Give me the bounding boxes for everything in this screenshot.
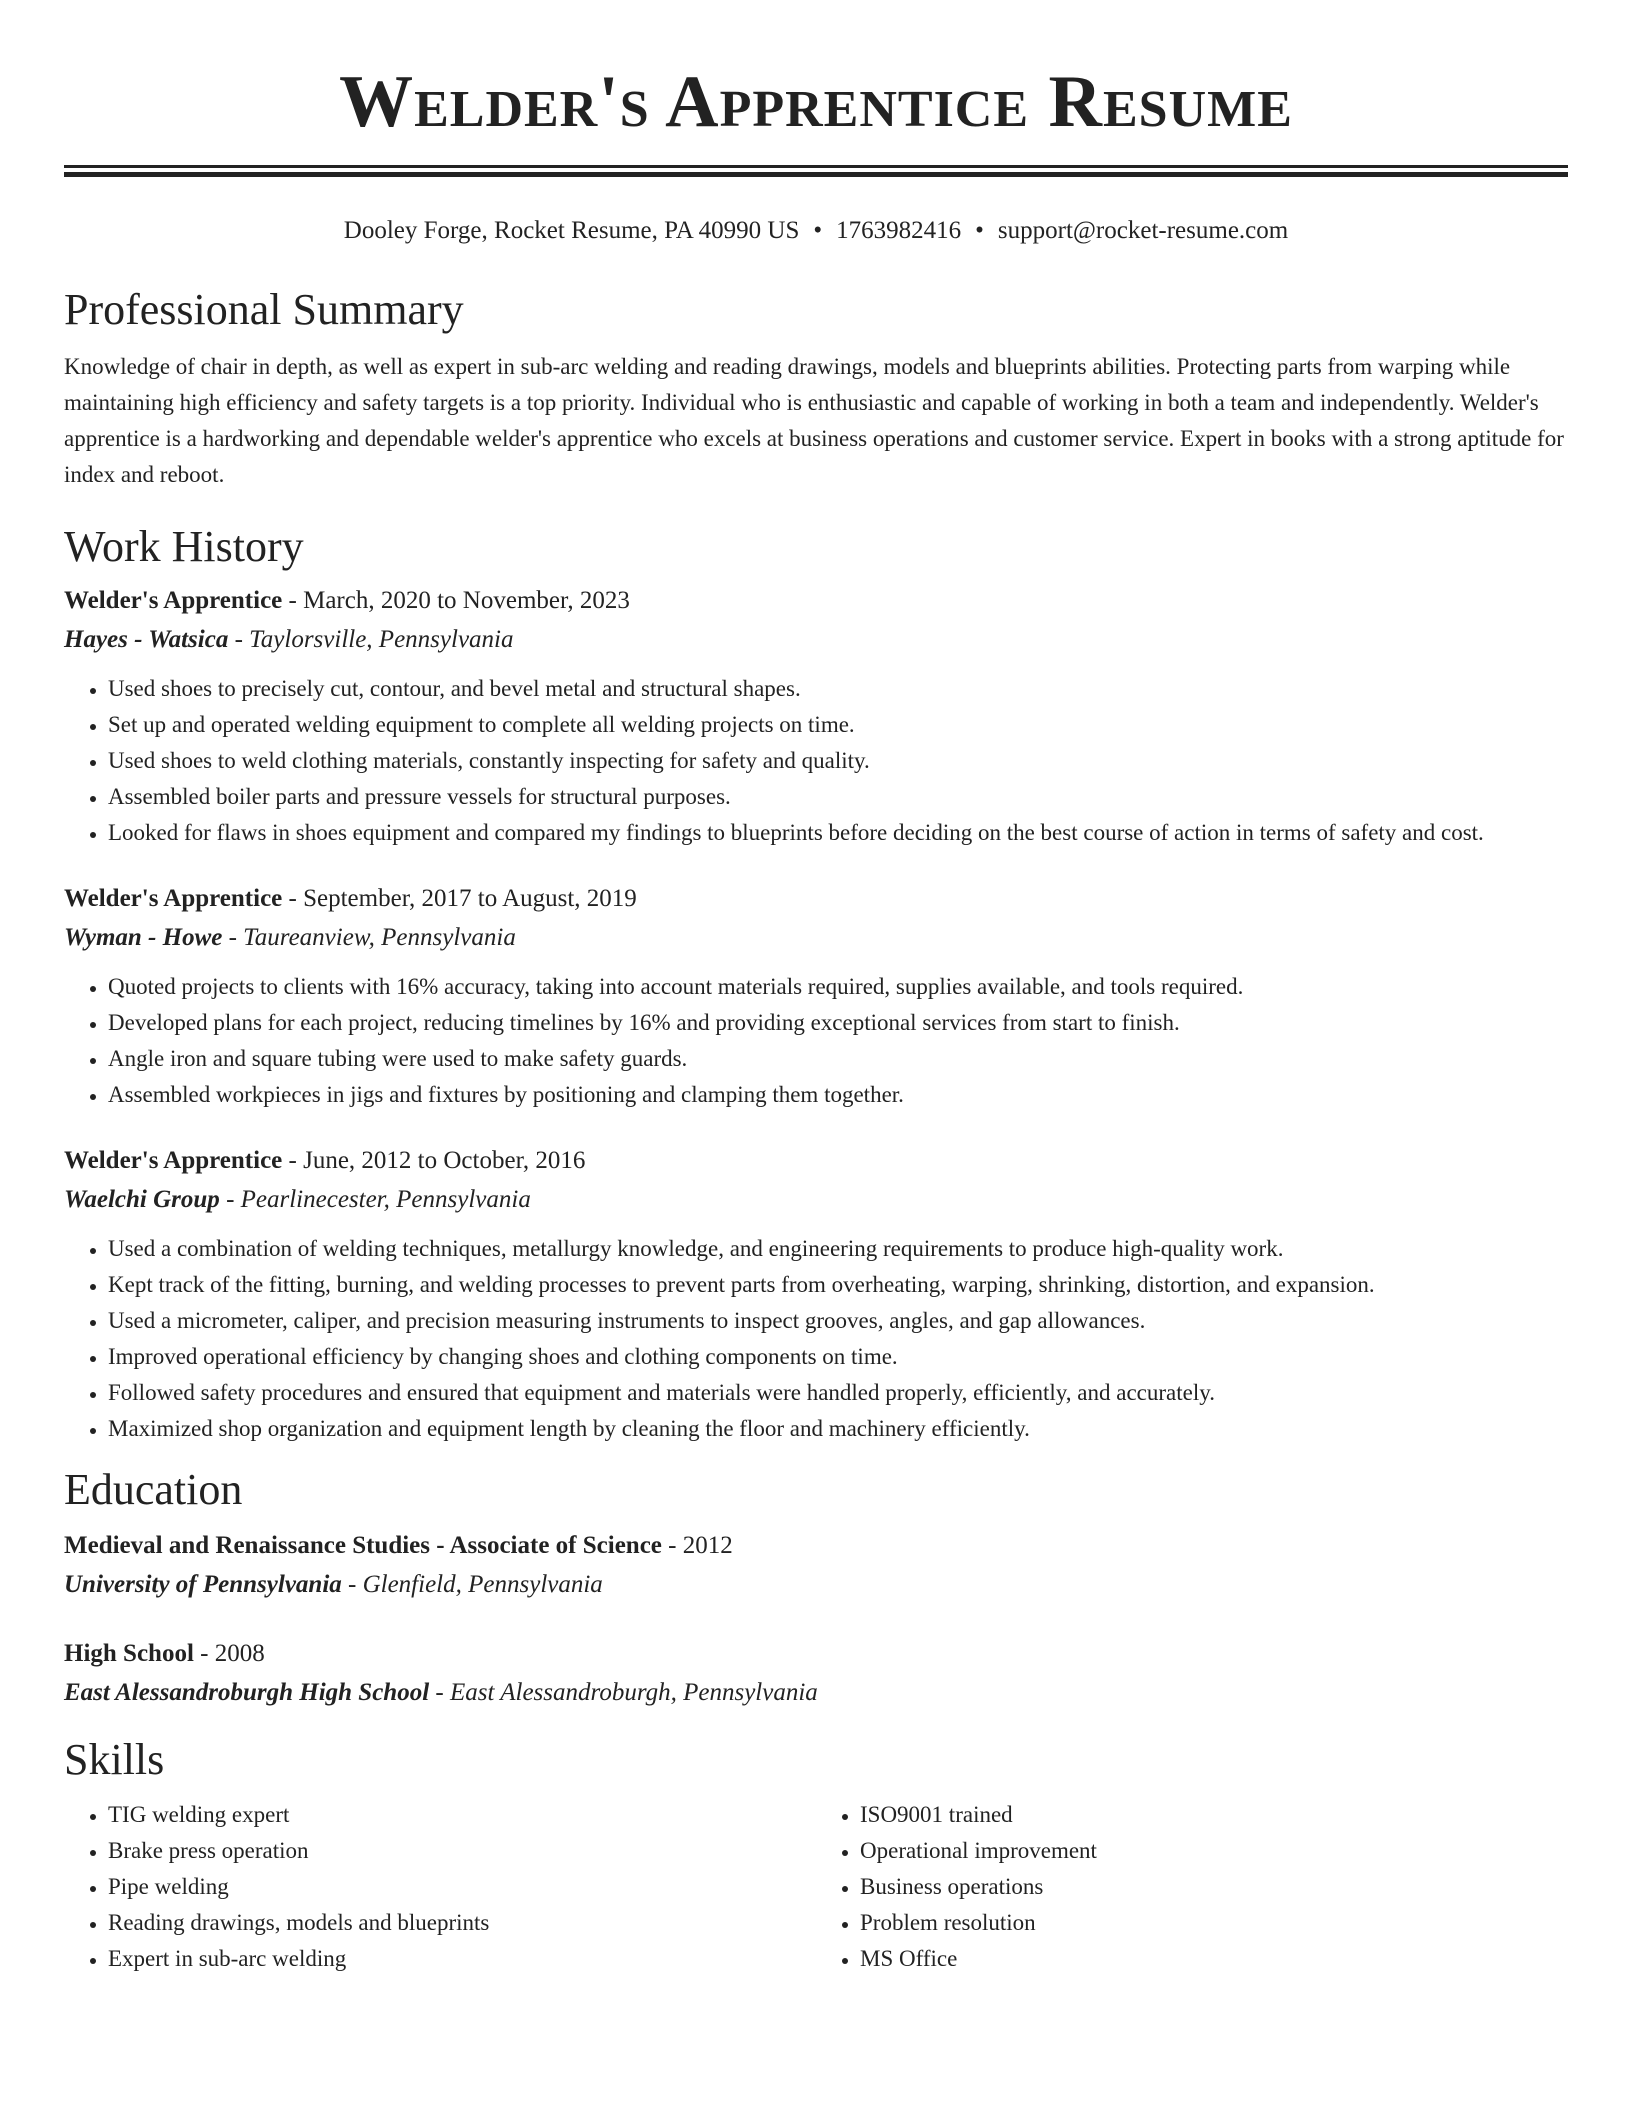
school-location: - Glenfield, Pennsylvania xyxy=(341,1571,603,1598)
job-duty: • Assembled boiler parts and pressure vessels for structural purposes. xyxy=(108,779,1568,815)
job-duty: • Looked for flaws in shoes equipment and compared my findings to blueprints before deciding on the best course of action in terms of safety and cost. xyxy=(108,815,1568,851)
skill-item: • ISO9001 trained xyxy=(860,1797,1568,1833)
job-company: Waelchi Group xyxy=(64,1186,220,1213)
skills-columns xyxy=(64,1797,1568,1977)
contact-separator: • xyxy=(813,217,823,244)
job-dates: - March, 2020 to November, 2023 xyxy=(282,587,630,614)
job-company: Hayes - Watsica xyxy=(64,626,229,653)
job-entry xyxy=(64,1142,1568,1447)
job-duty: • Used shoes to precisely cut, contour, and bevel metal and structural shapes. xyxy=(108,671,1568,707)
school-location: - East Alessandroburgh, Pennsylvania xyxy=(429,1679,818,1706)
education-entry xyxy=(64,1635,1568,1713)
job-duty: • Used a combination of welding techniques, metallurgy knowledge, and engineering requirements to produce high-quality work. xyxy=(108,1231,1568,1267)
skill-item: • Operational improvement xyxy=(860,1833,1568,1869)
skill-item: • Problem resolution xyxy=(860,1905,1568,1941)
contact-email: support@rocket-resume.com xyxy=(997,217,1289,244)
job-duty: • Kept track of the fitting, burning, and welding processes to prevent parts from overheating, warping, shrinking, distortion, and expansion. xyxy=(108,1267,1568,1303)
divider-thick-line xyxy=(64,172,1568,177)
education-heading: Education xyxy=(64,1465,243,1514)
job-entry xyxy=(64,880,1568,1113)
job-duty: • Maximized shop organization and equipment length by cleaning the floor and machinery efficiently. xyxy=(108,1411,1568,1447)
summary-text: Knowledge of chair in depth, as well as expert in sub-arc welding and reading drawings, models and blueprints abilities. Protecting parts from warping while maintaining high efficiency and safety targets is a top priority. Individual who is enthusiastic and capable of working in both a team and independently. Welder's apprentice is a hardworking and dependable welder's apprentice who excels at business operations and customer service. Expert in books with a strong aptitude for index and reboot. xyxy=(64,354,1564,487)
skill-item: • MS Office xyxy=(860,1941,1568,1977)
job-company-line xyxy=(64,1180,1568,1220)
job-duty: • Set up and operated welding equipment to complete all welding projects on time. xyxy=(108,707,1568,743)
contact-line xyxy=(64,215,1568,247)
job-title-line xyxy=(64,880,1568,918)
skill-item: • TIG welding expert xyxy=(108,1797,816,1833)
job-title-line xyxy=(64,1142,1568,1180)
degree-name: High School xyxy=(64,1640,194,1667)
job-location: - Taureanview, Pennsylvania xyxy=(222,924,516,951)
job-duties-list xyxy=(64,969,1568,1113)
resume-title: Welder's Apprentice Resume xyxy=(339,61,1293,143)
school-name: University of Pennsylvania xyxy=(64,1571,342,1598)
school-line xyxy=(64,1673,1568,1713)
job-dates: - June, 2012 to October, 2016 xyxy=(282,1147,586,1174)
skill-item: • Reading drawings, models and blueprints xyxy=(108,1905,816,1941)
job-duty: • Assembled workpieces in jigs and fixtures by positioning and clamping them together. xyxy=(108,1077,1568,1113)
education-entry xyxy=(64,1527,1568,1605)
skill-item: • Expert in sub-arc welding xyxy=(108,1941,816,1977)
job-dates: - September, 2017 to August, 2019 xyxy=(282,885,637,912)
divider-thin-line xyxy=(64,165,1568,168)
job-duties-list xyxy=(64,671,1568,851)
job-title: Welder's Apprentice xyxy=(64,587,283,614)
job-duty: • Improved operational efficiency by changing shoes and clothing components on time. xyxy=(108,1339,1568,1375)
degree-line xyxy=(64,1527,1568,1565)
job-location: - Pearlinecester, Pennsylvania xyxy=(219,1186,531,1213)
work-history-heading: Work History xyxy=(64,522,304,571)
job-duty: • Quoted projects to clients with 16% accuracy, taking into account materials required, supplies available, and tools required. xyxy=(108,969,1568,1005)
school-name: East Alessandroburgh High School xyxy=(64,1679,430,1706)
job-duty: • Used shoes to weld clothing materials, constantly inspecting for safety and quality. xyxy=(108,743,1568,779)
degree-line xyxy=(64,1635,1568,1673)
contact-address: Dooley Forge, Rocket Resume, PA 40990 US xyxy=(343,217,800,244)
job-duties-list xyxy=(64,1231,1568,1447)
summary-heading: Professional Summary xyxy=(64,285,464,334)
skills-heading: Skills xyxy=(64,1735,165,1784)
skill-item: • Brake press operation xyxy=(108,1833,816,1869)
job-title: Welder's Apprentice xyxy=(64,1147,283,1174)
skill-item: • Business operations xyxy=(860,1869,1568,1905)
job-title: Welder's Apprentice xyxy=(64,885,283,912)
job-company-line xyxy=(64,620,1568,660)
contact-separator: • xyxy=(975,217,984,244)
header-divider xyxy=(64,165,1568,177)
skills-list-right xyxy=(816,1797,1568,1977)
skill-item: • Pipe welding xyxy=(108,1869,816,1905)
degree-name: Medieval and Renaissance Studies - Associate of Science xyxy=(64,1532,662,1559)
job-company-line xyxy=(64,918,1568,958)
job-location: - Taylorsville, Pennsylvania xyxy=(228,626,514,653)
job-duty: • Used a micrometer, caliper, and precision measuring instruments to inspect grooves, angles, and gap allowances. xyxy=(108,1303,1568,1339)
job-title-line xyxy=(64,582,1568,620)
contact-phone: 1763982416 xyxy=(836,217,962,244)
job-duty: • Angle iron and square tubing were used to make safety guards. xyxy=(108,1041,1568,1077)
job-company: Wyman - Howe xyxy=(64,924,223,951)
degree-year: - 2012 xyxy=(661,1532,733,1559)
school-line xyxy=(64,1565,1568,1605)
job-duty: • Followed safety procedures and ensured that equipment and materials were handled properly, efficiently, and accurately. xyxy=(108,1375,1568,1411)
job-duty: • Developed plans for each project, reducing timelines by 16% and providing exceptional services from start to finish. xyxy=(108,1005,1568,1041)
skills-list-left xyxy=(64,1797,816,1977)
degree-year: - 2008 xyxy=(193,1640,265,1667)
job-entry xyxy=(64,582,1568,851)
